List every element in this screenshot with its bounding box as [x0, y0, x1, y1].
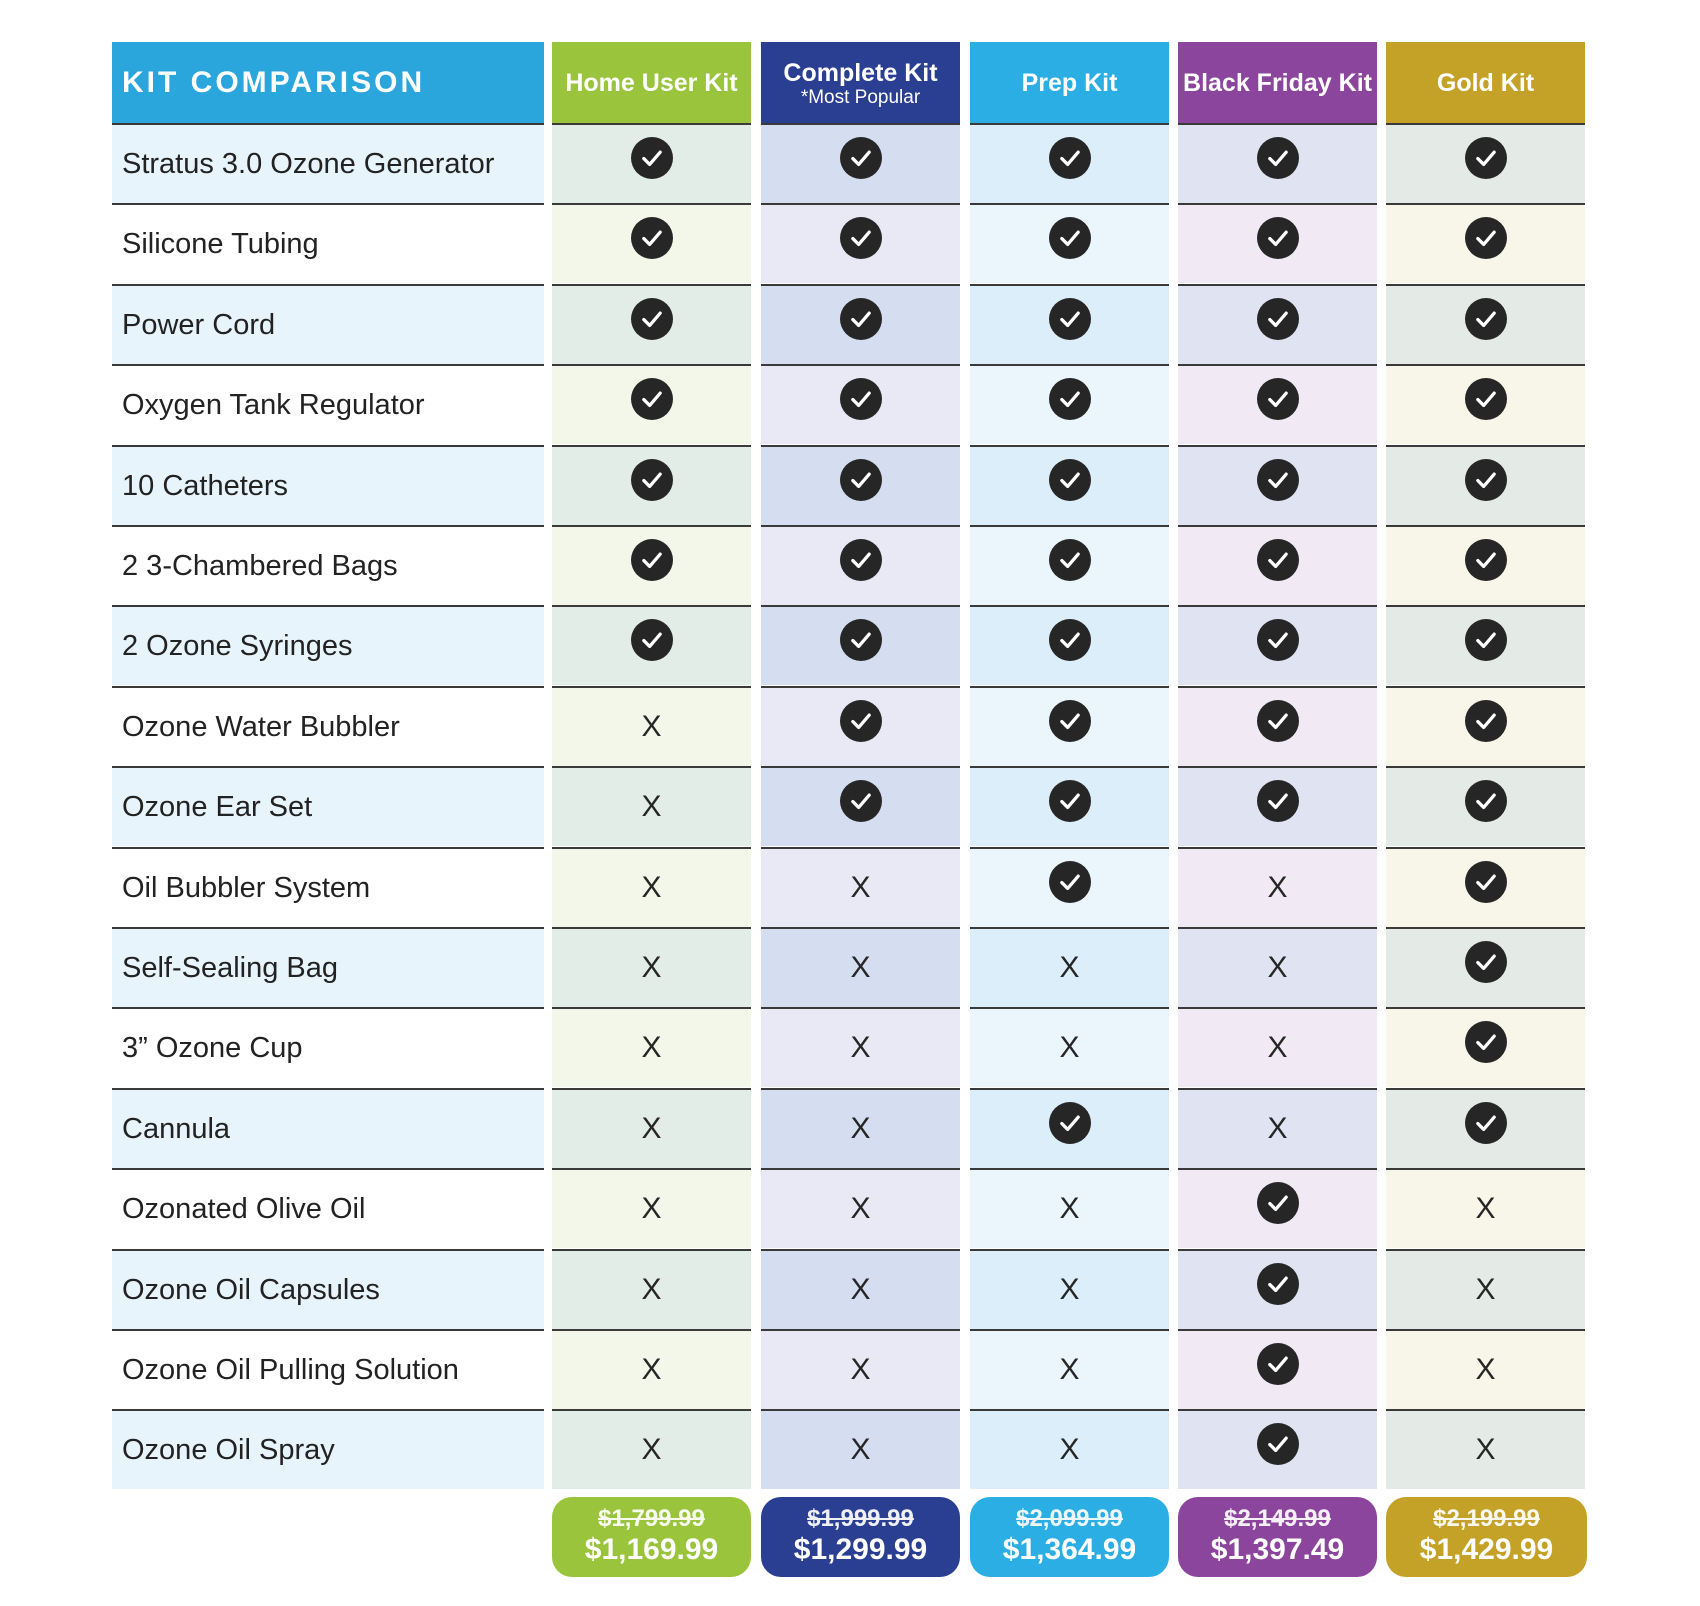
kit-header-4 — [1178, 42, 1377, 123]
table-cell — [761, 927, 960, 1007]
check-icon — [631, 217, 673, 259]
check-icon — [1465, 539, 1507, 581]
cross-icon: X — [1059, 1353, 1080, 1386]
table-cell — [1178, 686, 1377, 766]
cross-icon: X — [641, 1112, 662, 1145]
check-icon — [840, 217, 882, 259]
table-row — [112, 525, 1588, 605]
check-icon — [631, 619, 673, 661]
cross-icon: X — [641, 1353, 662, 1386]
table-cell — [761, 1088, 960, 1168]
cross-icon: X — [1059, 951, 1080, 984]
cross-icon: X — [1059, 1273, 1080, 1306]
table-cell — [1386, 525, 1585, 605]
check-icon — [1049, 137, 1091, 179]
check-icon — [631, 298, 673, 340]
price-badge-1 — [552, 1497, 751, 1577]
check-icon — [1465, 700, 1507, 742]
check-icon — [1257, 459, 1299, 501]
table-cell — [761, 364, 960, 444]
check-icon — [1049, 378, 1091, 420]
table-cell — [1386, 605, 1585, 685]
table-cell — [761, 766, 960, 846]
row-label: Ozone Water Bubbler — [112, 686, 544, 766]
table-cell — [1386, 1249, 1585, 1329]
cross-icon: X — [1475, 1192, 1496, 1225]
check-icon — [1465, 137, 1507, 179]
check-icon — [631, 539, 673, 581]
sale-price: $1,429.99 — [1419, 1533, 1554, 1566]
table-cell — [1386, 364, 1585, 444]
table-cell — [1386, 284, 1585, 364]
table-cell — [1386, 847, 1585, 927]
cross-icon: X — [641, 951, 662, 984]
table-cell — [552, 1088, 751, 1168]
check-icon — [1465, 298, 1507, 340]
table-cell — [970, 1007, 1169, 1087]
row-label: Ozone Oil Pulling Solution — [112, 1329, 544, 1409]
check-icon — [1257, 700, 1299, 742]
table-row — [112, 927, 1588, 1007]
check-icon — [1049, 217, 1091, 259]
check-icon — [1257, 1343, 1299, 1385]
check-icon — [1465, 780, 1507, 822]
table-cell — [552, 766, 751, 846]
kit-header-1 — [552, 42, 751, 123]
table-cell — [552, 284, 751, 364]
table-cell — [1386, 1007, 1585, 1087]
table-cell — [552, 1007, 751, 1087]
check-icon — [1257, 539, 1299, 581]
check-icon — [1257, 780, 1299, 822]
check-icon — [1257, 619, 1299, 661]
cross-icon: X — [1267, 871, 1288, 904]
check-icon — [1465, 941, 1507, 983]
original-price: $1,799.99 — [598, 1505, 705, 1532]
kit-header-2 — [761, 42, 960, 123]
kit-name: Prep Kit — [1021, 68, 1118, 97]
table-cell — [970, 284, 1169, 364]
table-row — [112, 203, 1588, 283]
table-cell — [1178, 1007, 1377, 1087]
table-cell — [552, 203, 751, 283]
check-icon — [840, 298, 882, 340]
table-cell — [1178, 364, 1377, 444]
table-cell — [1386, 123, 1585, 203]
check-icon — [1257, 378, 1299, 420]
table-cell — [552, 605, 751, 685]
table-cell — [552, 686, 751, 766]
table-cell — [1178, 1168, 1377, 1248]
table-cell — [1178, 284, 1377, 364]
table-cell — [970, 1088, 1169, 1168]
table-cell — [761, 1409, 960, 1489]
table-cell — [1386, 686, 1585, 766]
table-row — [112, 766, 1588, 846]
check-icon — [1257, 217, 1299, 259]
price-badge-5 — [1386, 1497, 1587, 1577]
check-icon — [1257, 137, 1299, 179]
check-icon — [840, 700, 882, 742]
check-icon — [1465, 1102, 1507, 1144]
table-cell — [970, 1409, 1169, 1489]
cross-icon: X — [850, 1112, 871, 1145]
price-badge-2 — [761, 1497, 960, 1577]
table-cell — [970, 203, 1169, 283]
table-cell — [970, 686, 1169, 766]
kit-header-5 — [1386, 42, 1585, 123]
table-cell — [970, 766, 1169, 846]
check-icon — [1257, 1182, 1299, 1224]
table-row — [112, 1409, 1588, 1489]
cross-icon: X — [850, 1273, 871, 1306]
kit-header-3 — [970, 42, 1169, 123]
table-cell — [1386, 1088, 1585, 1168]
table-cell — [552, 364, 751, 444]
row-label: Self-Sealing Bag — [112, 927, 544, 1007]
check-icon — [1049, 700, 1091, 742]
row-label: Oil Bubbler System — [112, 847, 544, 927]
table-cell — [970, 1249, 1169, 1329]
cross-icon: X — [641, 1273, 662, 1306]
row-label: 2 3-Chambered Bags — [112, 525, 544, 605]
table-row — [112, 364, 1588, 444]
table-cell — [970, 364, 1169, 444]
cross-icon: X — [1475, 1433, 1496, 1466]
table-cell — [970, 525, 1169, 605]
check-icon — [1049, 1102, 1091, 1144]
check-icon — [1257, 1263, 1299, 1305]
cross-icon: X — [641, 871, 662, 904]
table-cell — [1386, 203, 1585, 283]
original-price: $1,999.99 — [807, 1505, 914, 1532]
row-label: Ozone Oil Spray — [112, 1409, 544, 1489]
table-row — [112, 1088, 1588, 1168]
check-icon — [1465, 217, 1507, 259]
cross-icon: X — [641, 790, 662, 823]
table-cell — [761, 123, 960, 203]
table-cell — [1178, 123, 1377, 203]
table-cell — [1178, 605, 1377, 685]
sale-price: $1,364.99 — [1002, 1533, 1137, 1566]
row-label: Silicone Tubing — [112, 203, 544, 283]
table-cell — [1178, 1249, 1377, 1329]
table-cell — [761, 284, 960, 364]
table-cell — [552, 927, 751, 1007]
original-price: $2,199.99 — [1433, 1505, 1540, 1532]
table-cell — [552, 847, 751, 927]
cross-icon: X — [1475, 1273, 1496, 1306]
table-cell — [1178, 766, 1377, 846]
check-icon — [840, 619, 882, 661]
table-cell — [552, 1249, 751, 1329]
check-icon — [840, 539, 882, 581]
cross-icon: X — [850, 1353, 871, 1386]
cross-icon: X — [1059, 1031, 1080, 1064]
cross-icon: X — [850, 1433, 871, 1466]
table-cell — [552, 1409, 751, 1489]
check-icon — [1465, 378, 1507, 420]
original-price: $2,099.99 — [1016, 1505, 1123, 1532]
check-icon — [1257, 1423, 1299, 1465]
row-label: 3” Ozone Cup — [112, 1007, 544, 1087]
sale-price: $1,299.99 — [793, 1533, 928, 1566]
check-icon — [840, 780, 882, 822]
table-row — [112, 445, 1588, 525]
check-icon — [1049, 619, 1091, 661]
table-cell — [761, 686, 960, 766]
cross-icon: X — [1267, 951, 1288, 984]
table-title: KIT COMPARISON — [112, 42, 544, 123]
row-label: Power Cord — [112, 284, 544, 364]
table-cell — [1178, 1329, 1377, 1409]
kit-name: Black Friday Kit — [1183, 68, 1372, 97]
table-cell — [1178, 927, 1377, 1007]
table-cell — [1178, 1409, 1377, 1489]
cross-icon: X — [641, 1192, 662, 1225]
check-icon — [840, 459, 882, 501]
table-cell — [761, 1168, 960, 1248]
table-row — [112, 1249, 1588, 1329]
table-row — [112, 1007, 1588, 1087]
table-cell — [970, 847, 1169, 927]
table-cell — [552, 123, 751, 203]
cross-icon: X — [1059, 1192, 1080, 1225]
table-cell — [1178, 847, 1377, 927]
table-cell — [761, 1007, 960, 1087]
price-badge-3 — [970, 1497, 1169, 1577]
table-cell — [970, 445, 1169, 525]
cross-icon: X — [850, 951, 871, 984]
check-icon — [840, 378, 882, 420]
table-cell — [970, 1168, 1169, 1248]
table-cell — [552, 1168, 751, 1248]
table-cell — [761, 445, 960, 525]
table-cell — [761, 525, 960, 605]
check-icon — [1049, 539, 1091, 581]
table-cell — [1386, 1409, 1585, 1489]
check-icon — [631, 137, 673, 179]
row-label: Cannula — [112, 1088, 544, 1168]
check-icon — [1049, 780, 1091, 822]
table-cell — [761, 847, 960, 927]
table-cell — [970, 1329, 1169, 1409]
kit-subtitle: *Most Popular — [800, 86, 921, 108]
cross-icon: X — [850, 871, 871, 904]
check-icon — [1465, 459, 1507, 501]
cross-icon: X — [1267, 1031, 1288, 1064]
check-icon — [1049, 459, 1091, 501]
cross-icon: X — [850, 1031, 871, 1064]
row-label: Stratus 3.0 Ozone Generator — [112, 123, 544, 203]
table-cell — [1386, 1329, 1585, 1409]
table-cell — [552, 1329, 751, 1409]
check-icon — [631, 459, 673, 501]
table-cell — [1386, 927, 1585, 1007]
table-cell — [552, 445, 751, 525]
table-row — [112, 686, 1588, 766]
row-label: Ozone Ear Set — [112, 766, 544, 846]
table-row — [112, 1329, 1588, 1409]
table-cell — [761, 1329, 960, 1409]
row-label: Ozone Oil Capsules — [112, 1249, 544, 1329]
cross-icon: X — [1475, 1353, 1496, 1386]
kit-name: Complete Kit — [783, 58, 938, 87]
table-row — [112, 847, 1588, 927]
table-row — [112, 605, 1588, 685]
kit-name: Home User Kit — [565, 68, 738, 97]
row-label: Oxygen Tank Regulator — [112, 364, 544, 444]
check-icon — [1257, 298, 1299, 340]
check-icon — [1465, 619, 1507, 661]
cross-icon: X — [1267, 1112, 1288, 1145]
table-cell — [761, 1249, 960, 1329]
check-icon — [631, 378, 673, 420]
cross-icon: X — [1059, 1433, 1080, 1466]
row-label: 2 Ozone Syringes — [112, 605, 544, 685]
table-cell — [761, 203, 960, 283]
sale-price: $1,169.99 — [584, 1533, 719, 1566]
check-icon — [1465, 861, 1507, 903]
table-row — [112, 123, 1588, 203]
cross-icon: X — [641, 710, 662, 743]
table-cell — [970, 927, 1169, 1007]
check-icon — [1049, 861, 1091, 903]
cross-icon: X — [641, 1433, 662, 1466]
row-label: Ozonated Olive Oil — [112, 1168, 544, 1248]
table-cell — [1178, 1088, 1377, 1168]
kit-name: Gold Kit — [1436, 68, 1535, 97]
table-row — [112, 1168, 1588, 1248]
table-cell — [1178, 203, 1377, 283]
table-cell — [761, 605, 960, 685]
table-cell — [1178, 445, 1377, 525]
check-icon — [1465, 1021, 1507, 1063]
cross-icon: X — [641, 1031, 662, 1064]
check-icon — [840, 137, 882, 179]
original-price: $2,149.99 — [1224, 1505, 1331, 1532]
table-cell — [1386, 766, 1585, 846]
check-icon — [1049, 298, 1091, 340]
price-badge-4 — [1178, 1497, 1377, 1577]
cross-icon: X — [850, 1192, 871, 1225]
table-cell — [970, 605, 1169, 685]
table-cell — [1386, 445, 1585, 525]
row-label: 10 Catheters — [112, 445, 544, 525]
table-row — [112, 284, 1588, 364]
table-cell — [1178, 525, 1377, 605]
table-cell — [552, 525, 751, 605]
table-cell — [970, 123, 1169, 203]
sale-price: $1,397.49 — [1210, 1533, 1345, 1566]
table-cell — [1386, 1168, 1585, 1248]
